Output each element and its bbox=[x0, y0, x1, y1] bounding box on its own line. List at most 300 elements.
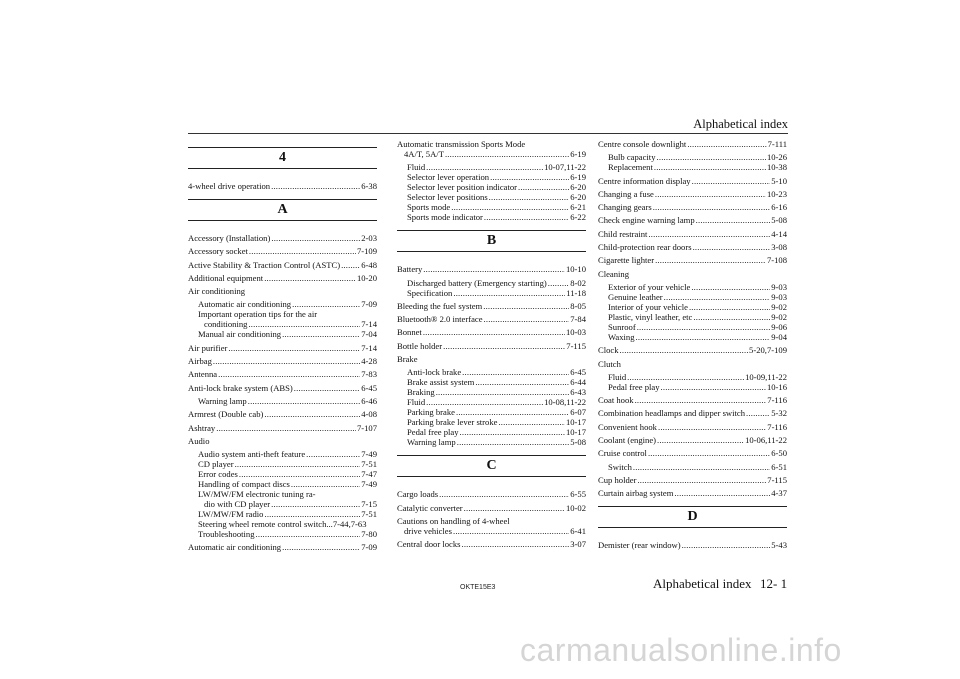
dot-leader bbox=[460, 427, 565, 437]
entry-page: 7-51 bbox=[361, 459, 377, 470]
entry-label: Battery bbox=[397, 264, 423, 275]
index-entry[interactable] bbox=[188, 343, 377, 353]
entry-label: Air purifier bbox=[188, 342, 228, 353]
entry-page: 5-08 bbox=[771, 215, 787, 226]
dot-leader bbox=[483, 301, 569, 311]
entry-label: Bluetooth® 2.0 interface bbox=[397, 314, 483, 325]
index-entry[interactable] bbox=[397, 264, 586, 274]
dot-leader bbox=[218, 369, 360, 379]
entry-label: Cargo loads bbox=[397, 489, 439, 500]
dot-leader bbox=[239, 469, 360, 479]
entry-page: 7-49 bbox=[361, 479, 377, 490]
entry-page: 5-10 bbox=[771, 175, 787, 186]
entry-label: Fluid bbox=[407, 162, 426, 173]
dot-leader bbox=[291, 479, 360, 489]
entry-label: Fluid bbox=[407, 397, 426, 408]
index-entry[interactable] bbox=[397, 489, 586, 499]
entry-label: Convenient hook bbox=[598, 421, 657, 432]
entry-page: 4-37 bbox=[771, 488, 787, 499]
entry-page: 7-51 bbox=[361, 509, 377, 520]
entry-label: Pedal free play bbox=[407, 427, 459, 438]
dot-leader bbox=[439, 489, 569, 499]
entry-label: Air conditioning bbox=[188, 286, 246, 297]
entry-label: Child restraint bbox=[598, 228, 648, 239]
entry-label: Cruise control bbox=[598, 448, 647, 459]
index-subentry[interactable] bbox=[188, 309, 377, 329]
dot-leader bbox=[282, 542, 360, 552]
entry-label: Automatic air conditioning bbox=[198, 299, 292, 310]
entry-page: 10-06,11-22 bbox=[745, 435, 787, 446]
dot-leader bbox=[664, 292, 771, 302]
entry-page: 5-32 bbox=[771, 408, 787, 419]
section-heading-c: C bbox=[397, 455, 586, 477]
entry-label: Check engine warning lamp bbox=[598, 215, 695, 226]
entry-label: Automatic transmission Sports Mode bbox=[397, 139, 526, 149]
entry-label: Combination headlamps and dipper switch bbox=[598, 408, 746, 419]
dot-leader bbox=[451, 202, 569, 212]
entry-label: Error codes bbox=[198, 469, 238, 480]
index-subentry[interactable] bbox=[598, 332, 787, 342]
index-subentry[interactable] bbox=[188, 479, 377, 489]
entry-label: Additional equipment bbox=[188, 272, 264, 283]
dot-leader bbox=[228, 343, 360, 353]
entry-label: Cigarette lighter bbox=[598, 255, 655, 266]
entry-label: Sports mode indicator bbox=[407, 212, 483, 223]
entry-label: 6-41 bbox=[570, 525, 586, 536]
entry-continuation bbox=[397, 526, 586, 536]
dot-leader bbox=[693, 312, 770, 322]
entry-page: 7-09 bbox=[361, 542, 377, 553]
entry-label: Changing gears bbox=[598, 202, 652, 213]
entry-page: 6-51 bbox=[771, 461, 787, 472]
index-entry[interactable] bbox=[598, 345, 787, 355]
entry-label: Catalytic converter bbox=[397, 502, 463, 513]
index-entry[interactable] bbox=[598, 242, 787, 252]
entry-continuation bbox=[397, 149, 586, 159]
index-entry[interactable] bbox=[598, 395, 787, 405]
index-subentry[interactable] bbox=[397, 407, 586, 417]
index-subentry[interactable] bbox=[397, 367, 586, 377]
dot-leader bbox=[294, 383, 360, 393]
index-subentry[interactable] bbox=[188, 469, 377, 479]
entry-page: 7-14 bbox=[361, 342, 377, 353]
index-entry[interactable] bbox=[598, 408, 787, 418]
entry-page: 7-84 bbox=[570, 314, 586, 325]
entry-page: 7-83 bbox=[361, 369, 377, 380]
index-entry[interactable] bbox=[188, 273, 377, 283]
dot-leader bbox=[635, 395, 767, 405]
entry-label: Bulb capacity bbox=[608, 152, 656, 163]
entry-label: Braking bbox=[407, 387, 435, 398]
dot-leader bbox=[426, 162, 543, 172]
entry-label: CD player bbox=[198, 459, 234, 470]
entry-label: Parking brake lever stroke bbox=[407, 417, 498, 428]
dot-leader bbox=[655, 189, 766, 199]
dot-leader bbox=[256, 529, 361, 539]
dot-leader bbox=[654, 162, 766, 172]
index-heading-entry bbox=[598, 359, 787, 369]
index-entry[interactable] bbox=[188, 233, 377, 243]
entry-page: 10-08,11-22 bbox=[544, 397, 586, 408]
index-subentry[interactable] bbox=[397, 397, 586, 407]
dot-leader bbox=[490, 172, 569, 182]
index-subentry[interactable] bbox=[598, 162, 787, 172]
dot-leader bbox=[689, 302, 770, 312]
entry-label: 7-14 bbox=[361, 319, 377, 330]
dot-leader bbox=[489, 192, 570, 202]
index-entry[interactable] bbox=[188, 260, 377, 270]
index-entry[interactable] bbox=[598, 215, 787, 225]
index-entry[interactable] bbox=[598, 189, 787, 199]
dot-leader bbox=[248, 319, 360, 329]
index-entry[interactable] bbox=[188, 246, 377, 256]
entry-page: 6-20 bbox=[570, 182, 586, 193]
entry-page: 3-08 bbox=[771, 242, 787, 253]
entry-label: Warning lamp bbox=[198, 395, 247, 406]
index-subentry[interactable] bbox=[397, 202, 586, 212]
dot-leader bbox=[648, 229, 770, 239]
index-subentry[interactable] bbox=[397, 278, 586, 288]
entry-label: Fluid bbox=[608, 371, 627, 382]
dot-leader bbox=[636, 332, 771, 342]
entry-page: 3-07 bbox=[570, 539, 586, 550]
entry-page: 10-03 bbox=[565, 327, 586, 338]
index-entry[interactable] bbox=[397, 503, 586, 513]
entry-label: 4A/T, 5A/T bbox=[404, 149, 444, 159]
section-heading-d: D bbox=[598, 506, 787, 528]
entry-label: Changing a fuse bbox=[598, 188, 654, 199]
entry-page: 6-50 bbox=[771, 448, 787, 459]
entry-label: Audio bbox=[188, 435, 210, 446]
entry-label: Selector lever positions bbox=[407, 192, 488, 203]
dot-leader bbox=[453, 526, 569, 536]
entry-page: 11-18 bbox=[566, 287, 586, 298]
dot-leader bbox=[264, 409, 360, 419]
dot-leader bbox=[475, 377, 569, 387]
dot-leader bbox=[341, 260, 360, 270]
entry-page: 2-03 bbox=[361, 233, 377, 243]
index-subentry[interactable] bbox=[397, 212, 586, 222]
index-entry[interactable] bbox=[188, 542, 377, 552]
index-entry[interactable] bbox=[598, 488, 787, 498]
entry-page: 7-116 bbox=[767, 395, 787, 406]
index-subentry[interactable] bbox=[598, 382, 787, 392]
entry-label: Clock bbox=[598, 345, 619, 356]
entry-page: 7-09 bbox=[361, 299, 377, 310]
dot-leader bbox=[657, 152, 766, 162]
dot-leader bbox=[633, 462, 770, 472]
entry-page: 7-111 bbox=[767, 139, 787, 149]
entry-label: Ashtray bbox=[188, 422, 216, 433]
entry-label: Automatic air conditioning bbox=[188, 542, 282, 553]
dot-leader bbox=[453, 288, 565, 298]
entry-label: Discharged battery (Emergency starting) bbox=[407, 277, 547, 288]
entry-page: 7-115 bbox=[767, 474, 787, 485]
index-subentry[interactable] bbox=[598, 302, 787, 312]
entry-label: Specification bbox=[407, 287, 453, 298]
index-subentry[interactable] bbox=[397, 417, 586, 427]
entry-page: 6-43 bbox=[570, 387, 586, 398]
entry-page: 9-04 bbox=[771, 331, 787, 342]
entry-page: 6-45 bbox=[570, 367, 586, 378]
section-heading-b: B bbox=[397, 230, 586, 252]
index-heading-entry bbox=[397, 354, 586, 364]
entry-page: 6-38 bbox=[361, 181, 377, 191]
index-subentry[interactable] bbox=[397, 377, 586, 387]
index-subentry[interactable] bbox=[598, 372, 787, 382]
index-subentry[interactable] bbox=[188, 509, 377, 519]
index-entry[interactable] bbox=[598, 435, 787, 445]
dot-leader bbox=[655, 255, 766, 265]
entry-label: Coat hook bbox=[598, 395, 634, 406]
dot-leader bbox=[456, 407, 569, 417]
entry-label: Interior of your vehicle bbox=[608, 301, 688, 312]
entry-page: 10-07,11-22 bbox=[544, 162, 586, 173]
dot-leader bbox=[423, 264, 565, 274]
entry-label: Bonnet bbox=[397, 327, 422, 338]
dot-leader bbox=[746, 408, 770, 418]
index-subentry[interactable] bbox=[188, 519, 377, 529]
index-subentry[interactable] bbox=[397, 182, 586, 192]
dot-leader bbox=[445, 149, 569, 159]
index-subentry[interactable] bbox=[188, 449, 377, 459]
dot-leader bbox=[213, 356, 360, 366]
index-entry[interactable] bbox=[598, 422, 787, 432]
index-entry[interactable] bbox=[188, 423, 377, 433]
watermark: carmanualsonline.info bbox=[520, 632, 842, 668]
index-subentry[interactable] bbox=[188, 396, 377, 406]
index-entry[interactable] bbox=[397, 516, 586, 536]
dot-leader bbox=[484, 212, 569, 222]
entry-page: 6-20 bbox=[570, 192, 586, 203]
entry-page: 6-19 bbox=[570, 172, 586, 183]
entry-page: 7-47 bbox=[361, 469, 377, 480]
entry-label: Brake assist system bbox=[407, 377, 475, 388]
dot-leader bbox=[443, 341, 565, 351]
entry-label: Centre information display bbox=[598, 175, 691, 186]
dot-leader bbox=[264, 509, 360, 519]
entry-label: Cautions on handling of 4-wheel bbox=[397, 515, 510, 526]
entry-label: Waxing bbox=[608, 331, 635, 342]
document-code: OKTE15E3 bbox=[460, 584, 496, 591]
entry-page: 4-28 bbox=[361, 356, 377, 367]
dot-leader bbox=[461, 539, 569, 549]
dot-leader bbox=[627, 372, 744, 382]
entry-label: Important operation tips for the air bbox=[198, 309, 318, 320]
index-subentry[interactable] bbox=[188, 299, 377, 309]
entry-label: Antenna bbox=[188, 369, 218, 380]
dot-leader bbox=[423, 327, 565, 337]
entry-label: Switch bbox=[608, 461, 632, 472]
index-subentry[interactable] bbox=[598, 322, 787, 332]
index-entry[interactable] bbox=[188, 383, 377, 393]
entry-page: 10-02 bbox=[565, 502, 586, 513]
entry-continuation bbox=[188, 499, 377, 509]
index-entry[interactable] bbox=[397, 539, 586, 549]
entry-label: Brake bbox=[397, 354, 418, 365]
index-heading-entry bbox=[598, 269, 787, 279]
index-column-3 bbox=[598, 139, 787, 554]
entry-label: Genuine leather bbox=[608, 291, 663, 302]
dot-leader bbox=[464, 503, 565, 513]
entry-page: 10-10 bbox=[565, 264, 586, 275]
entry-label: 7-15 bbox=[361, 499, 377, 510]
entry-page: 7-115 bbox=[566, 340, 586, 351]
dot-leader bbox=[687, 139, 766, 149]
dot-leader bbox=[696, 215, 771, 225]
index-entry[interactable] bbox=[598, 540, 787, 550]
index-heading-entry bbox=[188, 436, 377, 446]
index-subentry[interactable] bbox=[397, 288, 586, 298]
dot-leader bbox=[637, 475, 766, 485]
entry-page: 10-16 bbox=[766, 381, 787, 392]
index-subentry[interactable] bbox=[397, 162, 586, 172]
entry-label: 4-wheel drive operation bbox=[188, 181, 271, 191]
entry-page: 6-16 bbox=[771, 202, 787, 213]
entry-label: Airbag bbox=[188, 356, 212, 367]
entry-page: 10-26 bbox=[766, 152, 787, 163]
index-subentry[interactable] bbox=[397, 172, 586, 182]
dot-leader bbox=[235, 459, 361, 469]
dot-leader bbox=[661, 382, 766, 392]
index-subentry[interactable] bbox=[598, 462, 787, 472]
entry-page: 10-20 bbox=[356, 272, 377, 283]
entry-page: 9-02 bbox=[771, 301, 787, 312]
entry-label: Central door locks bbox=[397, 539, 461, 550]
index-entry[interactable] bbox=[598, 176, 787, 186]
dot-leader bbox=[674, 488, 770, 498]
index-subentry[interactable] bbox=[397, 387, 586, 397]
entry-label: Coolant (engine) bbox=[598, 435, 656, 446]
dot-leader bbox=[306, 449, 360, 459]
index-entry[interactable] bbox=[598, 202, 787, 212]
index-subentry[interactable] bbox=[397, 192, 586, 202]
entry-label: Anti-lock brake bbox=[407, 367, 462, 378]
dot-leader bbox=[426, 397, 543, 407]
entry-page: 6-45 bbox=[361, 382, 377, 393]
dot-leader bbox=[216, 423, 356, 433]
entry-page: 7-109 bbox=[356, 246, 377, 257]
index-entry[interactable] bbox=[188, 356, 377, 366]
entry-page: 6-48 bbox=[361, 259, 377, 270]
entry-page: 9-06 bbox=[771, 321, 787, 332]
entry-page: 4-08 bbox=[361, 409, 377, 420]
index-subentry[interactable] bbox=[598, 312, 787, 322]
entry-page: 8-05 bbox=[570, 300, 586, 311]
footer-title: Alphabetical index bbox=[653, 576, 752, 591]
entry-page: 7-116 bbox=[767, 421, 787, 432]
dot-leader bbox=[518, 182, 569, 192]
dot-leader bbox=[691, 282, 770, 292]
index-subentry[interactable] bbox=[598, 282, 787, 292]
entry-page: 6-22 bbox=[570, 212, 586, 223]
dot-leader bbox=[658, 422, 766, 432]
entry-label: 6-19 bbox=[570, 149, 586, 159]
index-subentry[interactable] bbox=[598, 292, 787, 302]
dot-leader bbox=[436, 387, 570, 397]
index-subentry[interactable] bbox=[188, 459, 377, 469]
entry-page: 7-49 bbox=[361, 449, 377, 460]
index-subentry[interactable] bbox=[188, 329, 377, 339]
entry-page: 7-80 bbox=[361, 529, 377, 540]
entry-page: 7-107 bbox=[356, 422, 377, 433]
entry-label: LW/MW/FM radio bbox=[198, 509, 264, 520]
index-entry[interactable] bbox=[188, 409, 377, 419]
dot-leader bbox=[548, 278, 569, 288]
index-subentry[interactable] bbox=[397, 427, 586, 437]
dot-leader bbox=[271, 181, 360, 191]
index-entry[interactable] bbox=[397, 327, 586, 337]
dot-leader bbox=[620, 345, 749, 355]
dot-leader bbox=[693, 242, 771, 252]
entry-label: Demister (rear window) bbox=[598, 540, 681, 551]
entry-page: 10-38 bbox=[766, 162, 787, 173]
entry-label: conditioning bbox=[204, 319, 248, 330]
index-entry[interactable] bbox=[598, 139, 787, 149]
dot-leader bbox=[498, 417, 564, 427]
header-rule bbox=[188, 133, 788, 134]
index-subentry[interactable] bbox=[188, 489, 377, 509]
entry-label: dio with CD player bbox=[204, 499, 271, 510]
entry-page: 6-07 bbox=[570, 407, 586, 418]
entry-label: Troubleshooting bbox=[198, 529, 255, 540]
index-entry[interactable] bbox=[598, 448, 787, 458]
entry-page: 6-46 bbox=[361, 395, 377, 406]
entry-page: 6-55 bbox=[570, 489, 586, 500]
dot-leader bbox=[637, 322, 771, 332]
entry-page: 9-02 bbox=[771, 311, 787, 322]
entry-label: Anti-lock brake system (ABS) bbox=[188, 382, 293, 393]
index-entry[interactable] bbox=[188, 181, 377, 191]
index-subentry[interactable] bbox=[598, 152, 787, 162]
entry-page: 10-23 bbox=[766, 188, 787, 199]
index-entry[interactable] bbox=[397, 341, 586, 351]
entry-label: Cleaning bbox=[598, 268, 630, 279]
index-column-2 bbox=[397, 139, 586, 553]
index-entry[interactable] bbox=[598, 255, 787, 265]
entry-page: 5-20,7-109 bbox=[749, 345, 787, 356]
index-subentry[interactable] bbox=[188, 529, 377, 539]
entry-label: Active Stability & Traction Control (ASTC) bbox=[188, 259, 341, 270]
index-entry[interactable] bbox=[188, 369, 377, 379]
dot-leader bbox=[657, 435, 744, 445]
dot-leader bbox=[457, 437, 570, 447]
index-entry[interactable] bbox=[397, 301, 586, 311]
entry-page: 9-03 bbox=[771, 281, 787, 292]
index-subentry[interactable] bbox=[397, 437, 586, 447]
entry-page: 8-02 bbox=[570, 277, 586, 288]
section-heading-4: 4 bbox=[188, 147, 377, 169]
index-entry[interactable] bbox=[598, 229, 787, 239]
entry-page: 5-43 bbox=[771, 540, 787, 551]
entry-label: Selector lever operation bbox=[407, 172, 490, 183]
index-entry[interactable] bbox=[397, 314, 586, 324]
entry-label: Bleeding the fuel system bbox=[397, 300, 483, 311]
entry-page: 5-08 bbox=[570, 437, 586, 448]
index-entry[interactable] bbox=[397, 139, 586, 159]
entry-label: Replacement bbox=[608, 162, 653, 173]
entry-label: Pedal free play bbox=[608, 381, 660, 392]
index-entry[interactable] bbox=[598, 475, 787, 485]
entry-label: Accessory socket bbox=[188, 246, 248, 257]
dot-leader bbox=[249, 246, 356, 256]
dot-leader bbox=[292, 299, 360, 309]
entry-page: 6-21 bbox=[570, 202, 586, 213]
entry-continuation bbox=[188, 319, 377, 329]
entry-label: Curtain airbag system bbox=[598, 488, 674, 499]
entry-label: Steering wheel remote control switch...7-44,7-63 bbox=[198, 519, 367, 530]
entry-label: Child-protection rear doors bbox=[598, 242, 692, 253]
